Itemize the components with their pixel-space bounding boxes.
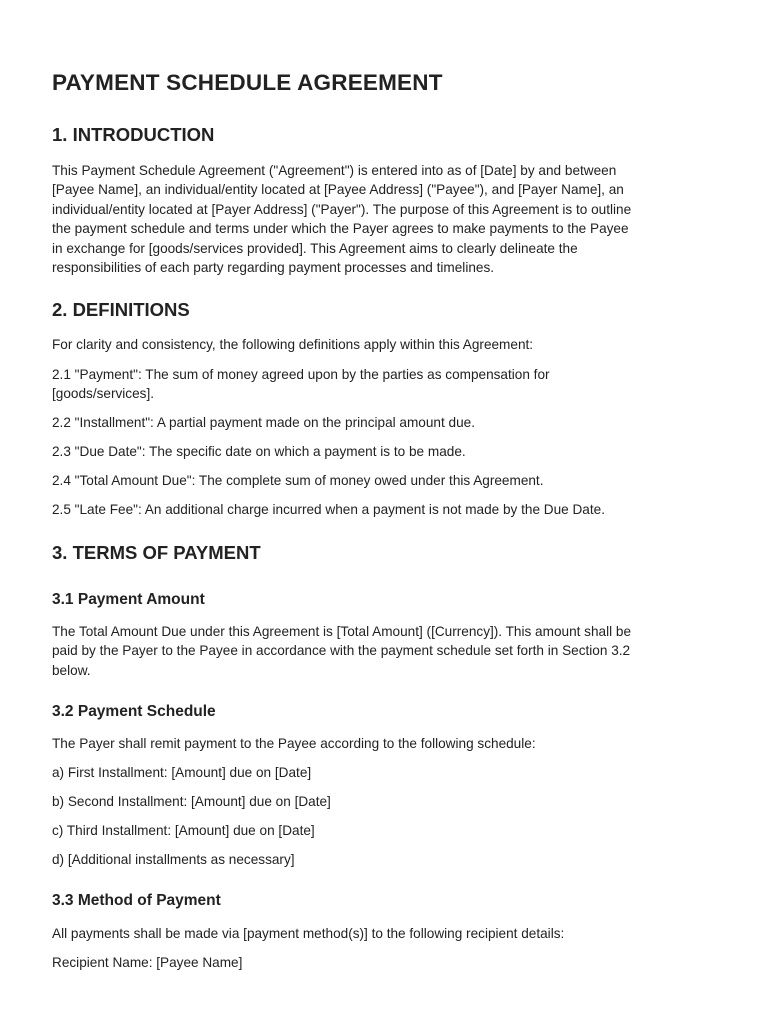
section-heading-terms-of-payment: 3. TERMS OF PAYMENT: [52, 542, 261, 563]
paragraph-line: 2.1 "Payment": The sum of money agreed upon by the parties as compensation for: [52, 367, 550, 382]
paragraph-line: the payment schedule and terms under which the Payer agrees to make payments to the Payee: [52, 221, 629, 237]
paragraph-line: [goods/services].: [52, 386, 154, 402]
definition-item-late-fee: 2.5 "Late Fee": An additional charge incurred when a payment is not made by the Due Date.: [52, 502, 605, 517]
payment-amount-paragraph: [52, 622, 631, 680]
method-of-payment-intro: All payments shall be made via [payment method(s)] to the following recipient details:: [52, 926, 565, 941]
subsection-heading-method-of-payment: 3.3 Method of Payment: [52, 892, 221, 909]
paragraph-line: This Payment Schedule Agreement ("Agreement") is entered into as of [Date] by and between: [52, 163, 617, 178]
schedule-item-second: b) Second Installment: [Amount] due on [Date]: [52, 794, 331, 809]
introduction-paragraph: [52, 161, 631, 277]
paragraph-line: in exchange for [goods/services provided]. This Agreement aims to clearly delineate the: [52, 240, 578, 256]
payment-schedule-intro: The Payer shall remit payment to the Payee according to the following schedule:: [52, 736, 536, 751]
schedule-item-additional: d) [Additional installments as necessary]: [52, 852, 295, 867]
subsection-heading-payment-amount: 3.1 Payment Amount: [52, 591, 205, 608]
section-heading-introduction: 1. INTRODUCTION: [52, 124, 215, 145]
schedule-item-first: a) First Installment: [Amount] due on [Date]: [52, 765, 312, 780]
definition-item-payment: [52, 365, 550, 404]
paragraph-line: The Total Amount Due under this Agreement is [Total Amount] ([Currency]). This amount shall be: [52, 624, 632, 639]
paragraph-line: below.: [52, 662, 91, 678]
schedule-item-third: c) Third Installment: [Amount] due on [Date]: [52, 823, 315, 838]
paragraph-line: [Payee Name], an individual/entity located at [Payee Address] ("Payee"), and [Payer Name], an: [52, 182, 624, 198]
paragraph-line: paid by the Payer to the Payee in accordance with the payment schedule set forth in Section 3.2: [52, 643, 631, 659]
paragraph-line: individual/entity located at [Payer Address] ("Payer"). The purpose of this Agreement is to outline: [52, 201, 632, 217]
paragraph-line: responsibilities of each party regarding payment processes and timelines.: [52, 260, 495, 276]
definition-item-due-date: 2.3 "Due Date": The specific date on which a payment is to be made.: [52, 444, 466, 459]
document-title: PAYMENT SCHEDULE AGREEMENT: [52, 70, 443, 95]
section-heading-definitions: 2. DEFINITIONS: [52, 299, 190, 320]
recipient-name: Recipient Name: [Payee Name]: [52, 955, 243, 970]
subsection-heading-payment-schedule: 3.2 Payment Schedule: [52, 703, 216, 720]
definition-item-total-amount-due: 2.4 "Total Amount Due": The complete sum of money owed under this Agreement.: [52, 473, 544, 488]
definitions-intro: For clarity and consistency, the following definitions apply within this Agreement:: [52, 337, 534, 352]
definition-item-installment: 2.2 "Installment": A partial payment made on the principal amount due.: [52, 415, 475, 430]
